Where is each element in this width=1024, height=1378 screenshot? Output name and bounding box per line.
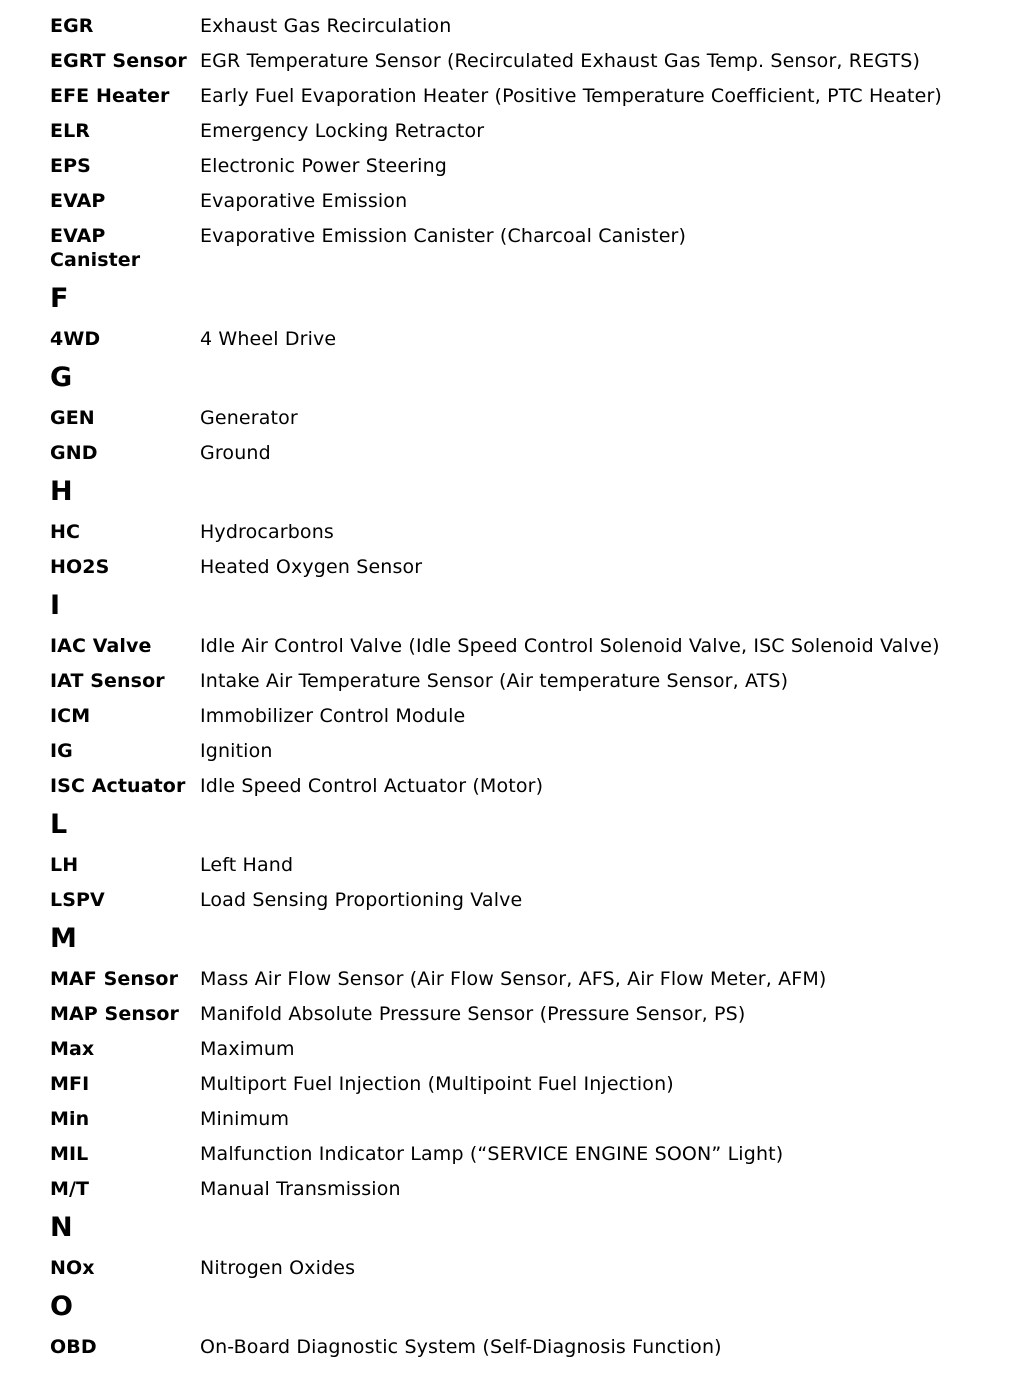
glossary-row xyxy=(50,14,1010,38)
abbreviation-definition: EGR Temperature Sensor (Recirculated Exhaust Gas Temp. Sensor, REGTS) xyxy=(200,50,921,72)
abbreviation-definition: Exhaust Gas Recirculation xyxy=(200,15,452,37)
abbreviation-definition: Mass Air Flow Sensor (Air Flow Sensor, AFS, Air Flow Meter, AFM) xyxy=(200,968,827,990)
glossary-row xyxy=(50,1072,1010,1096)
glossary-row xyxy=(50,774,1010,798)
glossary-row xyxy=(50,84,1010,108)
glossary-row xyxy=(50,888,1010,912)
abbreviation-definition: Evaporative Emission xyxy=(200,190,408,212)
abbreviation-term: NOx xyxy=(50,1257,95,1279)
abbreviation-definition: Manifold Absolute Pressure Sensor (Pressure Sensor, PS) xyxy=(200,1003,746,1025)
glossary-row xyxy=(50,406,1010,430)
glossary-row xyxy=(50,634,1010,658)
abbreviation-definition: Electronic Power Steering xyxy=(200,155,448,177)
abbreviation-term: M/T xyxy=(50,1178,90,1200)
glossary-row xyxy=(50,967,1010,991)
abbreviation-definition: Ground xyxy=(200,442,271,464)
abbreviation-definition: Heated Oxygen Sensor xyxy=(200,556,423,578)
glossary-row xyxy=(50,739,1010,763)
abbreviation-definition: Hydrocarbons xyxy=(200,521,334,543)
abbreviation-definition: Load Sensing Proportioning Valve xyxy=(200,889,523,911)
abbreviation-glossary xyxy=(50,14,1010,1370)
glossary-row xyxy=(50,1002,1010,1026)
glossary-row xyxy=(50,154,1010,178)
section-letter-heading: I xyxy=(50,590,61,621)
abbreviation-term: MFI xyxy=(50,1073,90,1095)
abbreviation-term: EFE Heater xyxy=(50,85,170,107)
abbreviation-term: ELR xyxy=(50,120,91,142)
abbreviation-definition: Maximum xyxy=(200,1038,295,1060)
abbreviation-definition: Early Fuel Evaporation Heater (Positive Temperature Coefficient, PTC Heater) xyxy=(200,85,942,107)
abbreviation-definition: Generator xyxy=(200,407,298,429)
abbreviation-definition: Manual Transmission xyxy=(200,1178,401,1200)
abbreviation-term: IAT Sensor xyxy=(50,670,165,692)
section-letter-heading: L xyxy=(50,809,68,840)
glossary-row xyxy=(50,441,1010,465)
abbreviation-definition: Emergency Locking Retractor xyxy=(200,120,485,142)
abbreviation-term: HO2S xyxy=(50,556,110,578)
glossary-row xyxy=(50,224,1010,272)
glossary-row xyxy=(50,327,1010,351)
abbreviation-term: GEN xyxy=(50,407,95,429)
abbreviation-term: Min xyxy=(50,1108,90,1130)
glossary-row xyxy=(50,189,1010,213)
abbreviation-definition: Immobilizer Control Module xyxy=(200,705,466,727)
section-letter-heading: O xyxy=(50,1291,73,1322)
abbreviation-term: GND xyxy=(50,442,98,464)
glossary-row xyxy=(50,1335,1010,1359)
section-letter-heading: N xyxy=(50,1212,73,1243)
abbreviation-definition: Multiport Fuel Injection (Multipoint Fuel Injection) xyxy=(200,1073,674,1095)
abbreviation-term: IG xyxy=(50,740,73,762)
glossary-row xyxy=(50,520,1010,544)
abbreviation-definition: Idle Air Control Valve (Idle Speed Control Solenoid Valve, ISC Solenoid Valve) xyxy=(200,635,940,657)
section-letter-heading: G xyxy=(50,362,73,393)
abbreviation-definition: Evaporative Emission Canister (Charcoal Canister) xyxy=(200,225,687,247)
abbreviation-term: ISC Actuator xyxy=(50,775,186,797)
glossary-row xyxy=(50,704,1010,728)
abbreviation-term: HC xyxy=(50,521,81,543)
abbreviation-definition: 4 Wheel Drive xyxy=(200,328,337,350)
abbreviation-term: IAC Valve xyxy=(50,635,152,657)
abbreviation-term: EGR xyxy=(50,15,94,37)
abbreviation-term: 4WD xyxy=(50,328,101,350)
glossary-row xyxy=(50,1177,1010,1201)
glossary-row xyxy=(50,1107,1010,1131)
abbreviation-term: MIL xyxy=(50,1143,89,1165)
abbreviation-definition: Nitrogen Oxides xyxy=(200,1257,356,1279)
abbreviation-definition: On-Board Diagnostic System (Self-Diagnosis Function) xyxy=(200,1336,722,1358)
abbreviation-definition: Minimum xyxy=(200,1108,290,1130)
glossary-row xyxy=(50,853,1010,877)
abbreviation-term: LH xyxy=(50,854,79,876)
abbreviation-definition: Malfunction Indicator Lamp (“SERVICE ENGINE SOON” Light) xyxy=(200,1143,784,1165)
abbreviation-term: MAF Sensor xyxy=(50,968,179,990)
glossary-row xyxy=(50,669,1010,693)
abbreviation-definition: Idle Speed Control Actuator (Motor) xyxy=(200,775,544,797)
abbreviation-term: EVAP xyxy=(50,190,106,212)
section-letter-heading: H xyxy=(50,476,73,507)
section-letter-heading: M xyxy=(50,923,77,954)
glossary-row xyxy=(50,1037,1010,1061)
abbreviation-term: MAP Sensor xyxy=(50,1003,179,1025)
glossary-row xyxy=(50,119,1010,143)
abbreviation-term: EGRT Sensor xyxy=(50,50,187,72)
abbreviation-term: EPS xyxy=(50,155,91,177)
abbreviation-definition: Ignition xyxy=(200,740,273,762)
abbreviation-term: EVAP Canister xyxy=(50,225,141,271)
abbreviation-definition: Left Hand xyxy=(200,854,294,876)
abbreviation-term: OBD xyxy=(50,1336,97,1358)
glossary-row xyxy=(50,49,1010,73)
abbreviation-term: Max xyxy=(50,1038,95,1060)
glossary-row xyxy=(50,1256,1010,1280)
abbreviation-term: LSPV xyxy=(50,889,105,911)
glossary-row xyxy=(50,1142,1010,1166)
abbreviation-term: ICM xyxy=(50,705,91,727)
glossary-row xyxy=(50,555,1010,579)
abbreviation-definition: Intake Air Temperature Sensor (Air temperature Sensor, ATS) xyxy=(200,670,789,692)
section-letter-heading: F xyxy=(50,283,69,314)
